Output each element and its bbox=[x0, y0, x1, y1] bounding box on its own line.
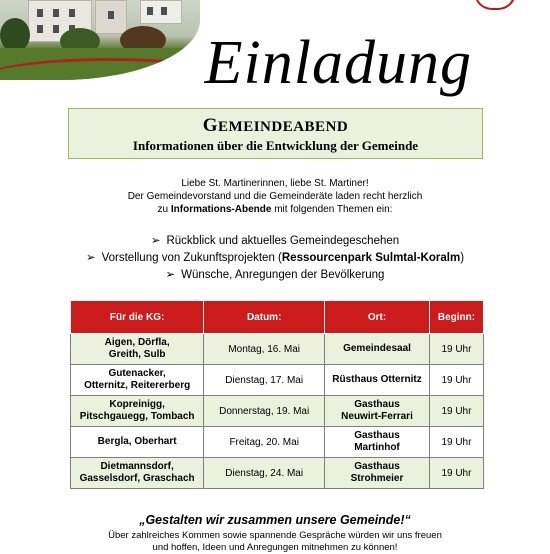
column-header-start: Beginn: bbox=[429, 301, 483, 334]
topic-item: ➢ Vorstellung von Zukunftsprojekten (Ressourcenpark Sulmtal-Koralm) bbox=[85, 252, 465, 264]
closing-line: Über zahlreiches Kommen sowie spannende Gespräche würden wir uns freuen bbox=[108, 530, 442, 541]
municipality-logo bbox=[474, 0, 516, 10]
cell-date: Freitag, 20. Mai bbox=[204, 427, 325, 458]
cell-kg: Aigen, Dörfla, Greith, Sulb bbox=[71, 334, 204, 365]
arrow-bullet-icon: ➢ bbox=[165, 269, 176, 281]
invitation-line: Der Gemeindevorstand und die Gemeinderäte laden recht herzlich bbox=[127, 191, 423, 202]
cell-kg: Bergla, Oberhart bbox=[71, 427, 204, 458]
event-subheading: Informationen über die Entwicklung der Gemeinde bbox=[132, 138, 419, 153]
cell-location: Rüsthaus Otternitz bbox=[325, 365, 430, 396]
cell-start: 19 Uhr bbox=[429, 396, 483, 427]
greeting-line: Liebe St. Martinerinnen, liebe St. Martiner! bbox=[181, 178, 369, 189]
table-header-row bbox=[71, 301, 484, 334]
closing-text bbox=[0, 530, 550, 554]
table-row bbox=[71, 427, 484, 458]
table-row bbox=[71, 334, 484, 365]
event-heading-box bbox=[68, 108, 483, 159]
building-image bbox=[140, 0, 182, 24]
event-heading: GEMEINDEABEND bbox=[202, 115, 349, 136]
cell-start: 19 Uhr bbox=[429, 365, 483, 396]
invitation-text bbox=[0, 177, 550, 216]
cell-date: Donnerstag, 19. Mai bbox=[204, 396, 325, 427]
cell-location: Gasthaus Martinhof bbox=[325, 427, 430, 458]
topic-list bbox=[0, 233, 550, 284]
cell-kg: Kopreinigg, Pitschgauegg, Tombach bbox=[71, 396, 204, 427]
column-header-location: Ort: bbox=[325, 301, 430, 334]
topic-item: ➢ Rückblick und aktuelles Gemeindegeschehen bbox=[150, 235, 400, 247]
cell-kg: Gutenacker, Otternitz, Reitererberg bbox=[71, 365, 204, 396]
cell-start: 19 Uhr bbox=[429, 458, 483, 489]
cell-start: 19 Uhr bbox=[429, 334, 483, 365]
cell-start: 19 Uhr bbox=[429, 427, 483, 458]
table-row bbox=[71, 458, 484, 489]
column-header-kg: Für die KG: bbox=[71, 301, 204, 334]
arrow-bullet-icon: ➢ bbox=[85, 252, 96, 264]
invitation-line-2: zu Informations-Abende mit folgenden Themen ein: bbox=[157, 204, 393, 215]
cell-date: Montag, 16. Mai bbox=[204, 334, 325, 365]
table-row bbox=[71, 365, 484, 396]
topic-item: ➢ Wünsche, Anregungen der Bevölkerung bbox=[165, 269, 385, 281]
cell-date: Dienstag, 24. Mai bbox=[204, 458, 325, 489]
motto: „Gestalten wir zusammen unsere Gemeinde!“ bbox=[139, 513, 411, 527]
arrow-bullet-icon: ➢ bbox=[150, 235, 161, 247]
column-header-date: Datum: bbox=[204, 301, 325, 334]
cell-kg: Dietmannsdorf, Gasselsdorf, Graschach bbox=[71, 458, 204, 489]
cell-location: Gasthaus Strohmeier bbox=[325, 458, 430, 489]
page-title: Einladung bbox=[204, 29, 472, 97]
cell-location: Gasthaus Neuwirt-Ferrari bbox=[325, 396, 430, 427]
table-row bbox=[71, 396, 484, 427]
schedule-table bbox=[70, 300, 484, 489]
closing-line-2: und hoffen, Ideen und Anregungen mitnehmen zu können! bbox=[152, 542, 398, 553]
cell-location: Gemeindesaal bbox=[325, 334, 430, 365]
cell-date: Dienstag, 17. Mai bbox=[204, 365, 325, 396]
